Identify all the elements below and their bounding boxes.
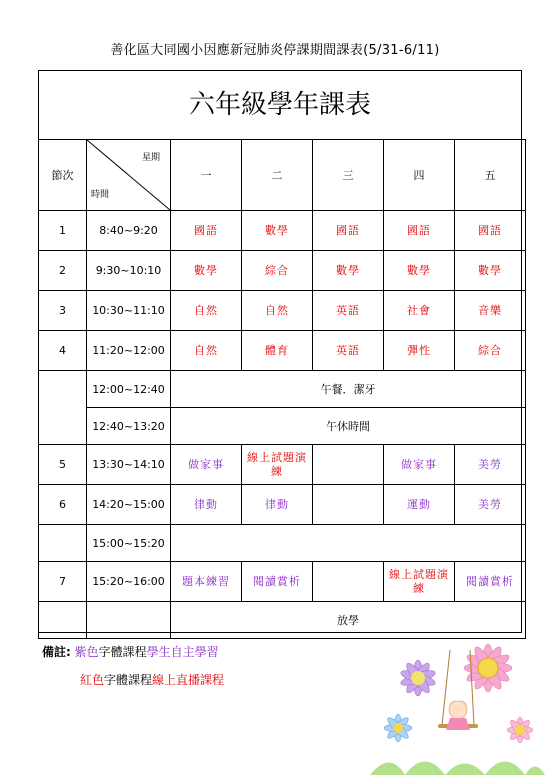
note-red-word: 紅色 [80, 673, 105, 687]
subject-cell: 題本練習 [171, 562, 242, 602]
table-row [39, 485, 526, 525]
subject-cell: 國語 [171, 211, 242, 251]
subject-cell [313, 445, 384, 485]
subject-cell: 數學 [171, 251, 242, 291]
note-line-1 [42, 643, 219, 660]
subject-cell: 國語 [455, 211, 526, 251]
subject-cell: 自然 [171, 331, 242, 371]
lunch-cell: 午餐．潔牙 [171, 371, 526, 408]
note-text: 字體課程 [104, 673, 153, 687]
subject-cell: 國語 [313, 211, 384, 251]
time-cell: 10:30~11:10 [87, 291, 171, 331]
subject-cell: 英語 [313, 331, 384, 371]
subject-cell: 閱讀賞析 [455, 562, 526, 602]
time-cell: 15:20~16:00 [87, 562, 171, 602]
subject-cell: 數學 [455, 251, 526, 291]
time-cell: 14:20~15:00 [87, 485, 171, 525]
period-header: 節次 [39, 140, 87, 211]
subject-cell: 美勞 [455, 485, 526, 525]
day-header-tue: 二 [242, 140, 313, 211]
subject-cell: 數學 [384, 251, 455, 291]
subject-cell: 綜合 [455, 331, 526, 371]
table-row [39, 562, 526, 602]
subject-cell [313, 485, 384, 525]
period-cell [39, 602, 87, 639]
subject-cell: 綜合 [242, 251, 313, 291]
day-header-mon: 一 [171, 140, 242, 211]
day-header-fri: 五 [455, 140, 526, 211]
table-row [39, 408, 526, 445]
subject-cell: 閱讀賞析 [242, 562, 313, 602]
sheet-title: 六年級學年課表 [188, 90, 371, 120]
note-label: 備註: [42, 645, 71, 659]
period-cell: 3 [39, 291, 87, 331]
flower-blue [384, 714, 412, 742]
time-cell [87, 602, 171, 639]
time-label: 時間 [91, 190, 110, 200]
flower-purple [399, 660, 436, 696]
table-row [39, 525, 526, 562]
subject-cell: 體育 [242, 331, 313, 371]
day-header-thu: 四 [384, 140, 455, 211]
period-cell: 5 [39, 445, 87, 485]
time-cell: 8:40~9:20 [87, 211, 171, 251]
time-cell: 9:30~10:10 [87, 251, 171, 291]
table-row [39, 211, 526, 251]
note-purple-word: 紫色 [74, 645, 99, 659]
subject-cell: 線上試題演練 [242, 445, 313, 485]
flower-pink-small [507, 717, 533, 743]
day-label: 星期 [141, 153, 160, 163]
flowers-illustration [370, 630, 545, 775]
subject-cell: 社會 [384, 291, 455, 331]
nap-cell: 午休時間 [171, 408, 526, 445]
subject-cell: 律動 [242, 485, 313, 525]
time-cell: 12:40~13:20 [87, 408, 171, 445]
break-cell [171, 525, 526, 562]
note-text: 字體課程 [98, 645, 147, 659]
period-cell: 1 [39, 211, 87, 251]
subject-cell: 律動 [171, 485, 242, 525]
dismissal-cell: 放學 [171, 602, 526, 639]
subject-cell: 運動 [384, 485, 455, 525]
grass [370, 762, 545, 776]
time-cell: 15:00~15:20 [87, 525, 171, 562]
timetable [38, 139, 526, 639]
subject-cell: 數學 [313, 251, 384, 291]
subject-cell: 英語 [313, 291, 384, 331]
header-row [39, 140, 526, 211]
table-row [39, 251, 526, 291]
subject-cell: 線上試題演練 [384, 562, 455, 602]
table-row [39, 371, 526, 408]
table-row [39, 445, 526, 485]
time-cell: 13:30~14:10 [87, 445, 171, 485]
day-header-wed: 三 [313, 140, 384, 211]
subject-cell: 做家事 [171, 445, 242, 485]
period-cell: 7 [39, 562, 87, 602]
note-red-meaning: 線上直播課程 [152, 673, 225, 687]
time-cell: 12:00~12:40 [87, 371, 171, 408]
period-cell: 2 [39, 251, 87, 291]
subject-cell: 國語 [384, 211, 455, 251]
subject-cell: 數學 [242, 211, 313, 251]
timetable-sheet [38, 70, 522, 633]
note-purple-meaning: 學生自主學習 [146, 645, 219, 659]
day-time-header [87, 140, 171, 211]
document-title: 善化區大同國小因應新冠肺炎停課期間課表(5/31-6/11) [110, 43, 440, 58]
subject-cell: 音樂 [455, 291, 526, 331]
period-cell: 4 [39, 331, 87, 371]
subject-cell: 彈性 [384, 331, 455, 371]
subject-cell: 美勞 [455, 445, 526, 485]
subject-cell: 做家事 [384, 445, 455, 485]
note-line-2 [80, 671, 224, 688]
period-cell: 6 [39, 485, 87, 525]
subject-cell [313, 562, 384, 602]
table-row [39, 291, 526, 331]
table-row [39, 331, 526, 371]
subject-cell: 自然 [242, 291, 313, 331]
period-cell [39, 525, 87, 562]
time-cell: 11:20~12:00 [87, 331, 171, 371]
period-cell [39, 371, 87, 445]
subject-cell: 自然 [171, 291, 242, 331]
